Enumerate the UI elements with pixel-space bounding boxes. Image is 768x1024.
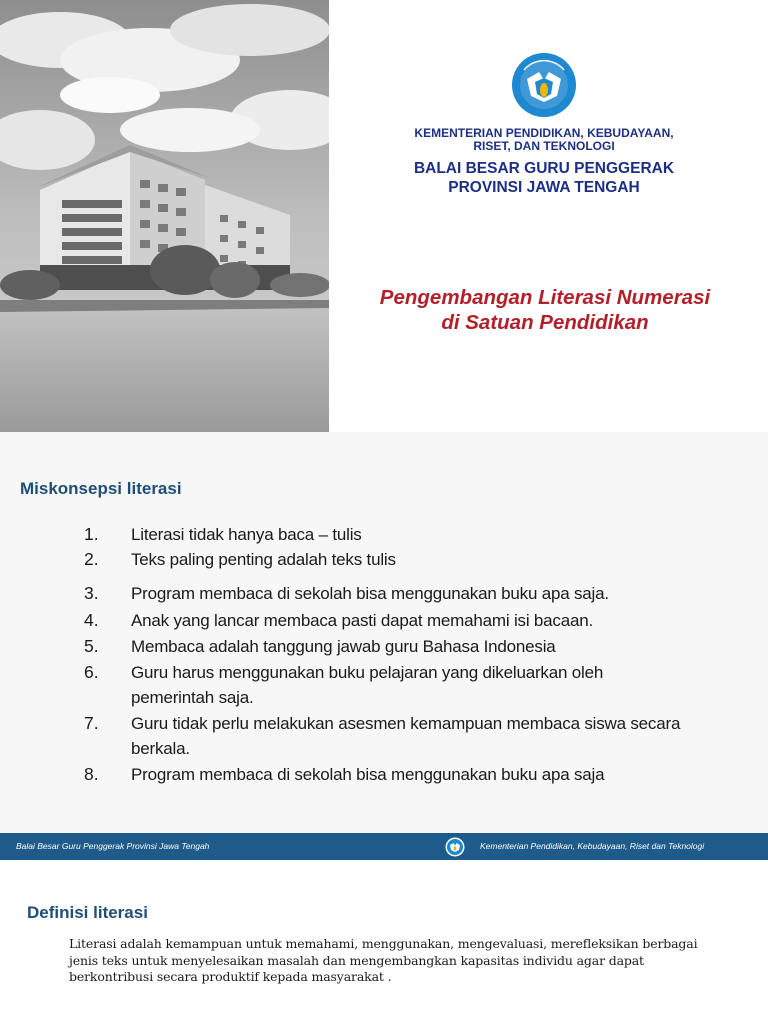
- list-text: Guru harus menggunakan buku pelajaran yang dikeluarkan oleh pemerintah saja.: [131, 663, 604, 707]
- institution-name-line1: BALAI BESAR GURU PENGGERAK: [413, 160, 675, 177]
- ministry-name-line1: KEMENTERIAN PENDIDIKAN, KEBUDAYAAN,: [414, 126, 674, 140]
- list-number: 8.: [84, 764, 99, 784]
- list-number: 2.: [84, 549, 99, 569]
- definition-slide: [0, 860, 768, 1024]
- definition-text: Literasi adalah kemampuan untuk memahami, menggunakan, mengevaluasi, merefleksikan berbagai jenis teks untuk menyelesaikan masalah dan mengembangkan kapasitas individu agar dapat berkontribusi secara produktif kepada masyarakat .: [69, 936, 698, 984]
- cover-slide: [0, 0, 768, 432]
- presentation-title-line2: di Satuan Pendidikan: [441, 311, 649, 334]
- ministry-name-line2: RISET, DAN TEKNOLOGI: [473, 139, 615, 153]
- list-number: 5.: [84, 636, 99, 656]
- list-text: Anak yang lancar membaca pasti dapat memahami isi bacaan.: [131, 611, 594, 630]
- list-number: 4.: [84, 610, 99, 630]
- list-number: 1.: [84, 524, 99, 544]
- tut-wuri-handayani-logo: [511, 52, 577, 118]
- tut-wuri-handayani-logo-small: [445, 837, 465, 857]
- footer-institution-text: Balai Besar Guru Penggerak Provinsi Jawa Tengah: [16, 841, 210, 851]
- list-text: Literasi tidak hanya baca – tulis: [131, 525, 362, 544]
- list-number: 3.: [84, 583, 99, 603]
- presentation-title-line1: Pengembangan Literasi Numerasi: [379, 286, 711, 309]
- list-text: Guru tidak perlu melakukan asesmen kemampuan membaca siswa secara berkala.: [131, 714, 681, 758]
- misconceptions-heading: Miskonsepsi literasi: [20, 479, 182, 498]
- list-text: Program membaca di sekolah bisa menggunakan buku apa saja.: [131, 584, 609, 603]
- list-number: 6.: [84, 662, 99, 682]
- list-text: Membaca adalah tanggung jawab guru Bahasa Indonesia: [131, 637, 556, 656]
- footer-bar: [0, 833, 768, 860]
- list-text: Program membaca di sekolah bisa menggunakan buku apa saja: [131, 765, 605, 784]
- footer-ministry-text: Kementerian Pendidikan, Kebudayaan, Riset dan Teknologi: [480, 841, 705, 851]
- building-photo: [0, 0, 329, 432]
- misconceptions-slide: [0, 432, 768, 860]
- list-text: Teks paling penting adalah teks tulis: [131, 550, 396, 569]
- definition-heading: Definisi literasi: [27, 903, 148, 922]
- institution-name-line2: PROVINSI JAWA TENGAH: [448, 179, 640, 196]
- list-number: 7.: [84, 713, 99, 733]
